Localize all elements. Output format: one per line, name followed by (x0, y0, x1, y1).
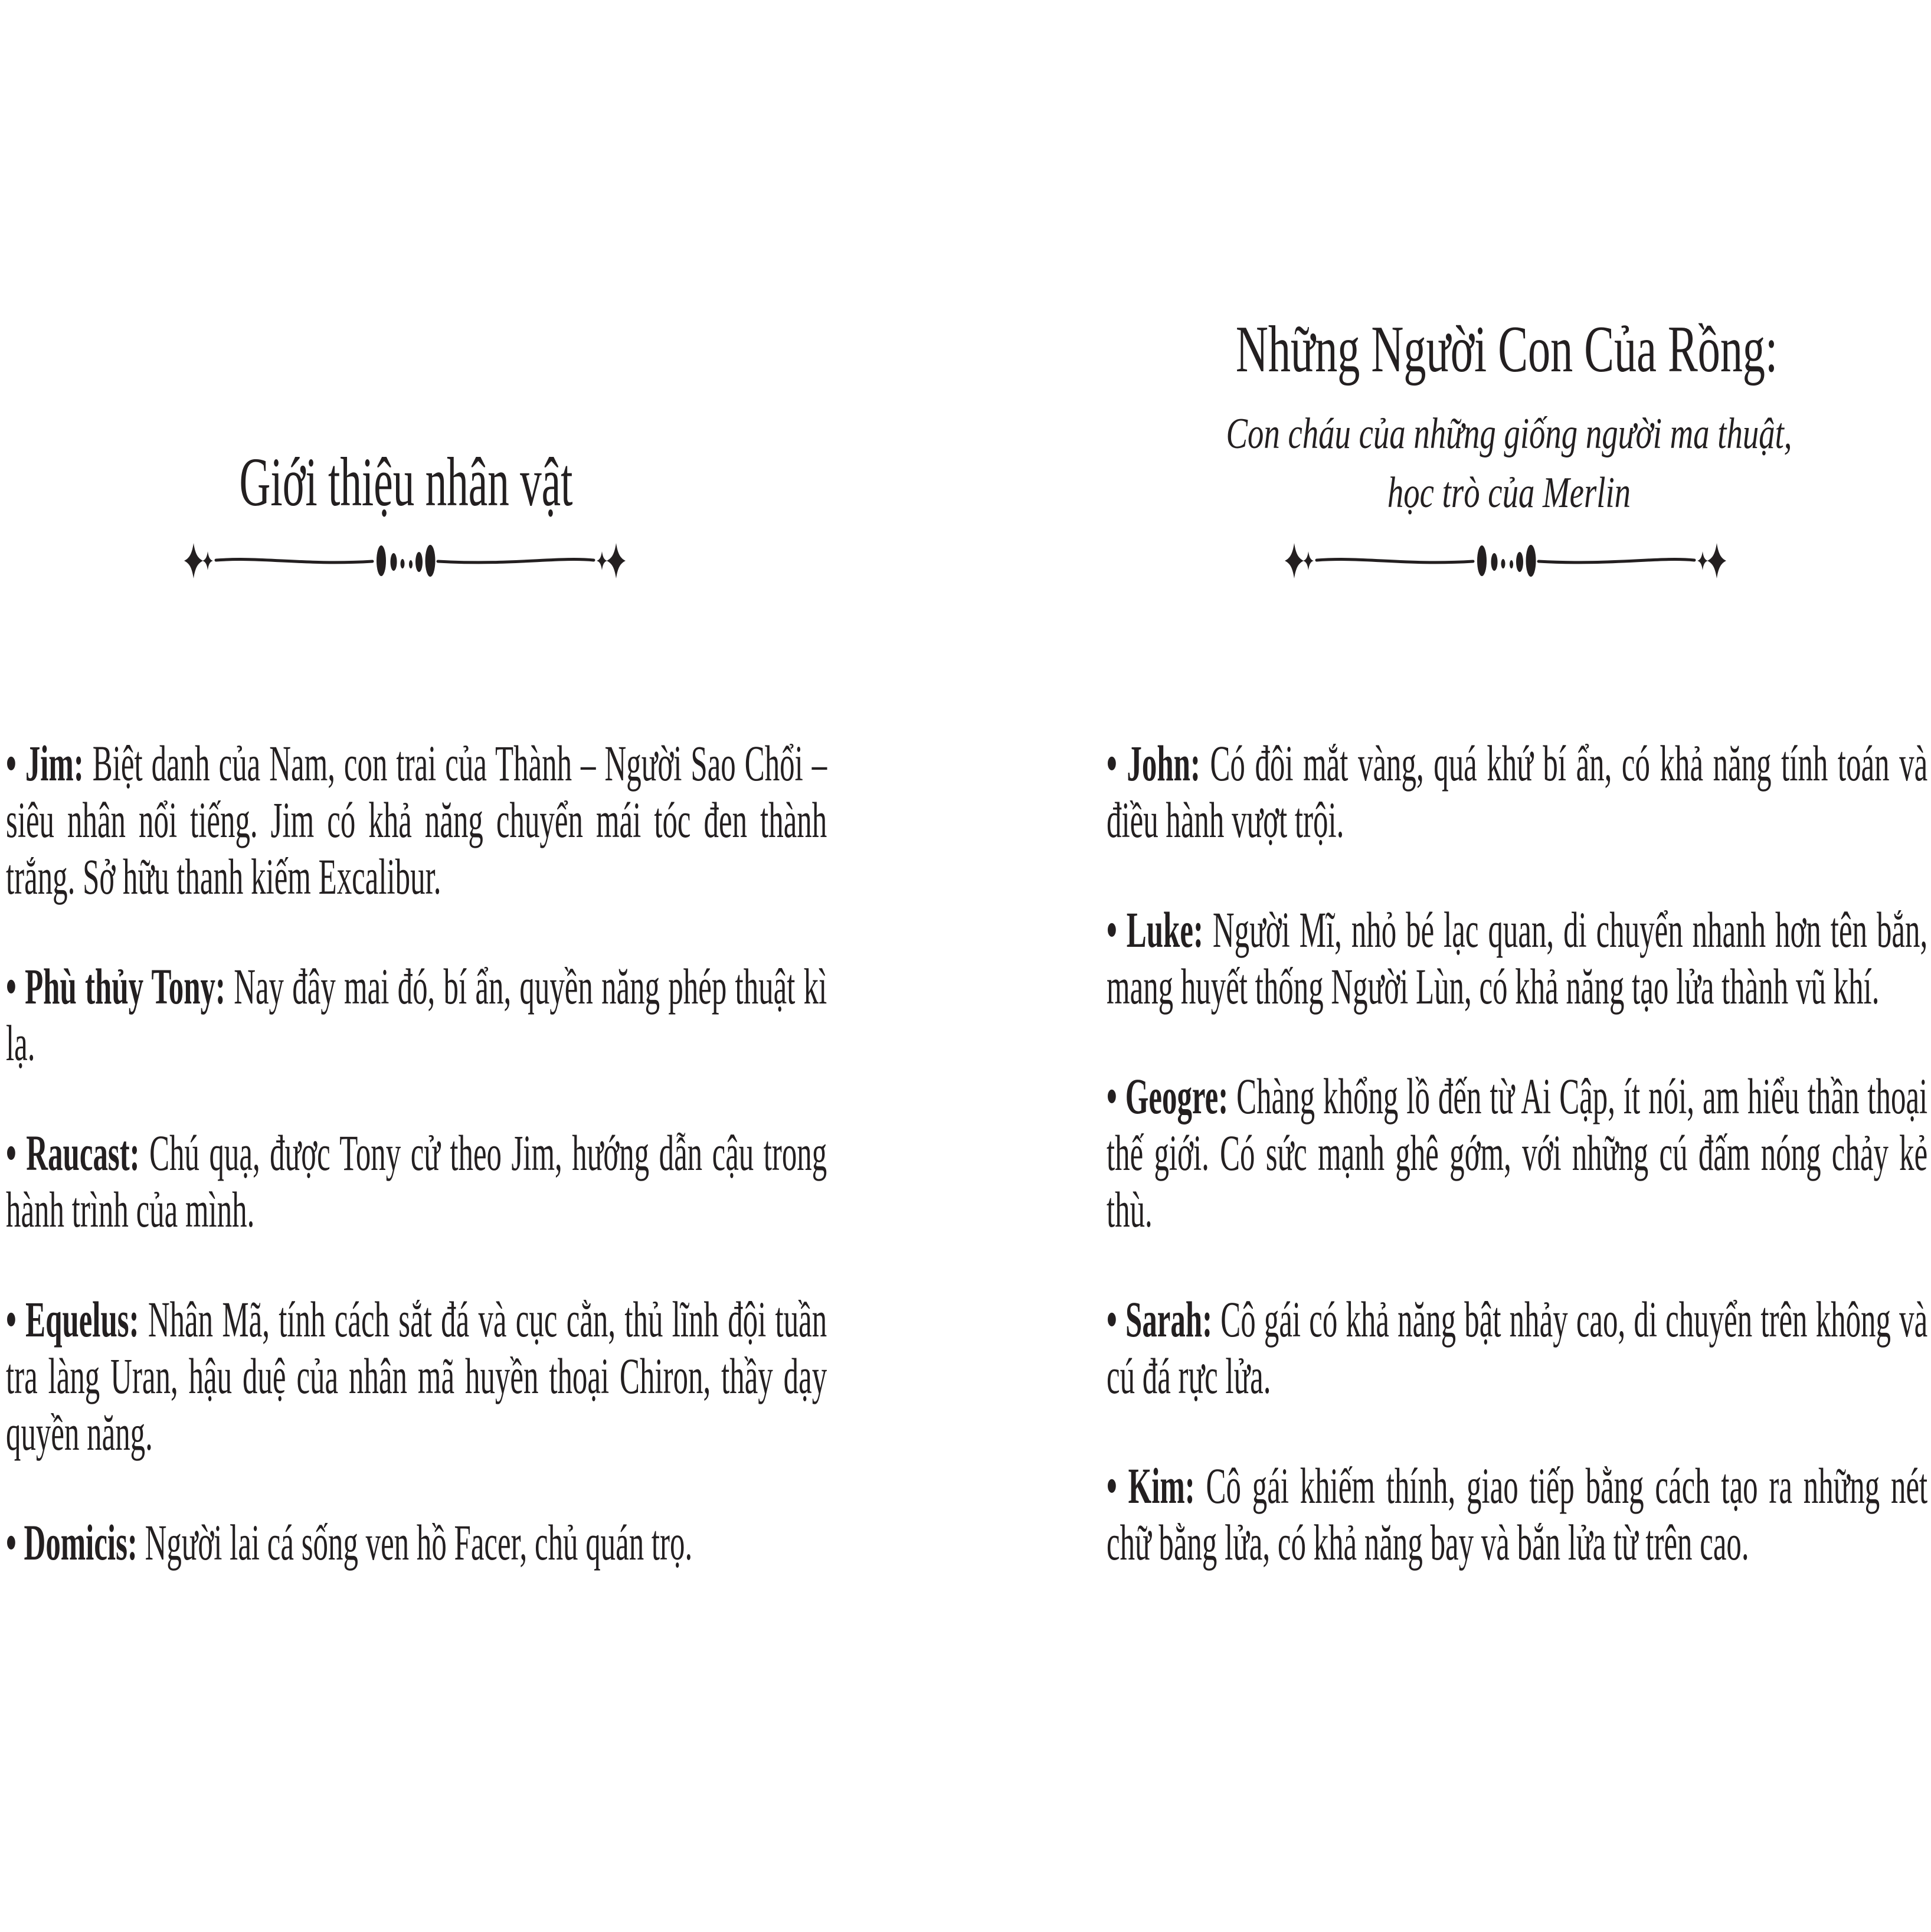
character-description: Người Mĩ, nhỏ bé lạc quan, di chuyển nhanh hơn tên bắn, mang huyết thống Người Lùn, có khả năng tạo lửa thành vũ khí. (1107, 901, 1928, 1015)
bullet-icon: • (1107, 1291, 1117, 1348)
character-description: Người lai cá sống ven hồ Facer, chủ quán trọ. (145, 1514, 693, 1571)
character-name: Equelus: (25, 1291, 139, 1348)
bullet-icon: • (6, 1514, 17, 1571)
right-page (1107, 0, 1928, 1932)
character-entry (1107, 1457, 1927, 1571)
character-entry (6, 735, 827, 905)
character-entry (6, 1291, 827, 1461)
page-title: Những Người Con Của Rồng: (1235, 313, 1778, 386)
left-page (6, 0, 827, 1932)
character-name: Domicis: (24, 1514, 138, 1571)
bullet-icon: • (6, 1291, 17, 1348)
character-entry (1107, 1291, 1927, 1404)
divider-icon (181, 542, 629, 580)
character-description: Cô gái khiếm thính, giao tiếp bằng cách tạo ra những nét chữ bằng lửa, có khả năng bay và bắn lửa từ trên cao. (1107, 1457, 1928, 1571)
character-entry (1107, 735, 1927, 848)
character-name: Luke: (1126, 901, 1203, 958)
bullet-icon: • (1107, 1457, 1117, 1514)
character-entry (6, 958, 827, 1071)
character-list (6, 735, 827, 1571)
character-entry (6, 1124, 827, 1238)
character-entry (6, 1514, 827, 1571)
character-description: Chú quạ, được Tony cử theo Jim, hướng dẫn cậu trong hành trình của mình. (6, 1124, 827, 1238)
character-description: Cô gái có khả năng bật nhảy cao, di chuyển trên không và cú đá rực lửa. (1107, 1291, 1928, 1404)
character-name: Sarah: (1125, 1291, 1213, 1348)
character-description: Có đôi mắt vàng, quá khứ bí ẩn, có khả năng tính toán và điều hành vượt trội. (1107, 735, 1928, 848)
bullet-icon: • (1107, 735, 1117, 792)
character-name: Phù thủy Tony: (25, 958, 225, 1015)
bullet-icon: • (1107, 1068, 1117, 1124)
character-entry (1107, 901, 1927, 1015)
bullet-icon: • (6, 735, 17, 792)
character-name: Kim: (1128, 1457, 1195, 1514)
ornamental-divider (1095, 542, 1916, 580)
page-title: Giới thiệu nhân vật (239, 443, 573, 521)
character-name: John: (1127, 735, 1200, 792)
character-description: Biệt danh của Nam, con trai của Thành – Người Sao Chổi – siêu nhân nổi tiếng. Jim có khả năng chuyển mái tóc đen thành trắng. Sở hữu thanh kiếm Excalibur. (6, 735, 827, 905)
ornamental-divider (0, 542, 816, 580)
character-name: Jim: (25, 735, 84, 792)
subtitle-line: Con cháu của những giống người ma thuật, (1226, 410, 1792, 458)
bullet-icon: • (6, 1124, 17, 1181)
character-name: Raucast: (26, 1124, 140, 1181)
character-entry (1107, 1068, 1927, 1238)
bullet-icon: • (6, 958, 17, 1015)
character-description: Nay đây mai đó, bí ẩn, quyền năng phép thuật kì lạ. (6, 958, 827, 1071)
page-subtitle (1098, 404, 1920, 522)
bullet-icon: • (1107, 901, 1117, 958)
character-description: Nhân Mã, tính cách sắt đá và cục cằn, thủ lĩnh đội tuần tra làng Uran, hậu duệ của nhân mã huyền thoại Chiron, thầy dạy quyền năng. (6, 1291, 827, 1461)
subtitle-line: học trò của Merlin (1387, 469, 1631, 517)
divider-icon (1281, 542, 1730, 580)
character-name: Geogre: (1125, 1068, 1229, 1124)
character-description: Chàng khổng lồ đến từ Ai Cập, ít nói, am hiểu thần thoại thế giới. Có sức mạnh ghê gớm, với những cú đấm nóng chảy kẻ thù. (1107, 1068, 1928, 1238)
character-list (1107, 735, 1927, 1571)
